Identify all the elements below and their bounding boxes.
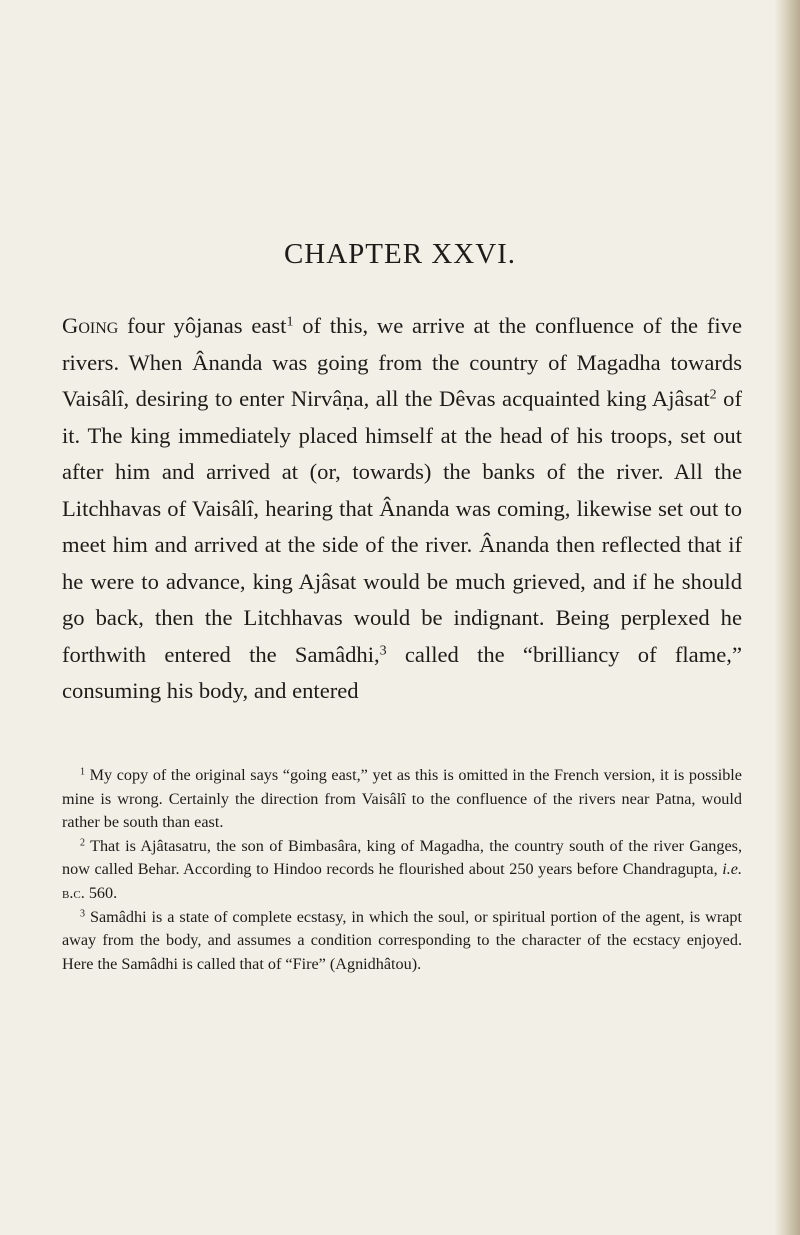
body-paragraph <box>62 308 742 710</box>
footnote-text: 560. <box>84 883 118 902</box>
footnote-text: Samâdhi is a state of complete ecstasy, in which the soul, or spiritual portion of the agent, is wrapt away from the body, and assumes a condition corresponding to the character of the ecstacy enjoyed. Here the Samâdhi is called that of “Fire” (Agnidhâtou). <box>62 907 742 973</box>
body-text-segment: of this, we arrive at the confluence of the five rivers. When Ânanda was going from the country of Magadha towards Vaisâlî, desiring to enter Nirvâṇa, all the Dêvas acquainted king Ajâsat <box>62 313 742 411</box>
footnote-number: 2 <box>80 837 86 849</box>
footnote-2 <box>62 835 742 906</box>
footnote-1 <box>62 764 742 835</box>
footnote-ref-2[interactable]: 2 <box>709 387 717 403</box>
footnotes <box>62 764 742 976</box>
footnote-text: My copy of the original says “going east,” yet as this is omitted in the French version, it is possible mine is wrong. Certainly the direction from Vaisâlî to the confluence of the rivers near Patna, would rather be south than east. <box>62 766 742 832</box>
drop-lead-word: Going <box>62 313 119 338</box>
footnote-text: That is Ajâtasatru, the son of Bimbasâra, king of Magadha, the country south of the river Ganges, now called Behar. According to Hindoo records he flourished about 250 years before Chandragupta, <box>62 836 742 879</box>
footnote-italic: i.e. <box>722 860 742 879</box>
body-text-segment: called the “brilliancy of flame,” consuming his body, and entered <box>62 641 742 703</box>
page-edge-shadow <box>774 0 800 1235</box>
body-text-segment: of it. The king immediately placed himself at the head of his troops, set out after him and arrived at (or, towards) the banks of the river. All the Litchhavas of Vaisâlî, hearing that Ânanda was coming, likewise set out to meet him and arrived at the side of the river. Ânanda then reflected that if he were to advance, king Ajâsat would be much grieved, and if he should go back, then the Litchhavas would be indignant. Being perplexed he forthwith entered the Samâdhi, <box>62 386 742 667</box>
footnote-ref-3[interactable]: 3 <box>379 642 387 658</box>
footnote-3 <box>62 906 742 977</box>
footnote-number: 1 <box>80 766 86 778</box>
chapter-title: CHAPTER XXVI. <box>283 238 517 270</box>
footnote-ref-1[interactable]: 1 <box>286 314 294 330</box>
body-text-segment: four yôjanas east <box>118 313 287 338</box>
footnote-number: 3 <box>80 908 86 920</box>
footnote-smallcaps: b.c. <box>62 883 85 902</box>
